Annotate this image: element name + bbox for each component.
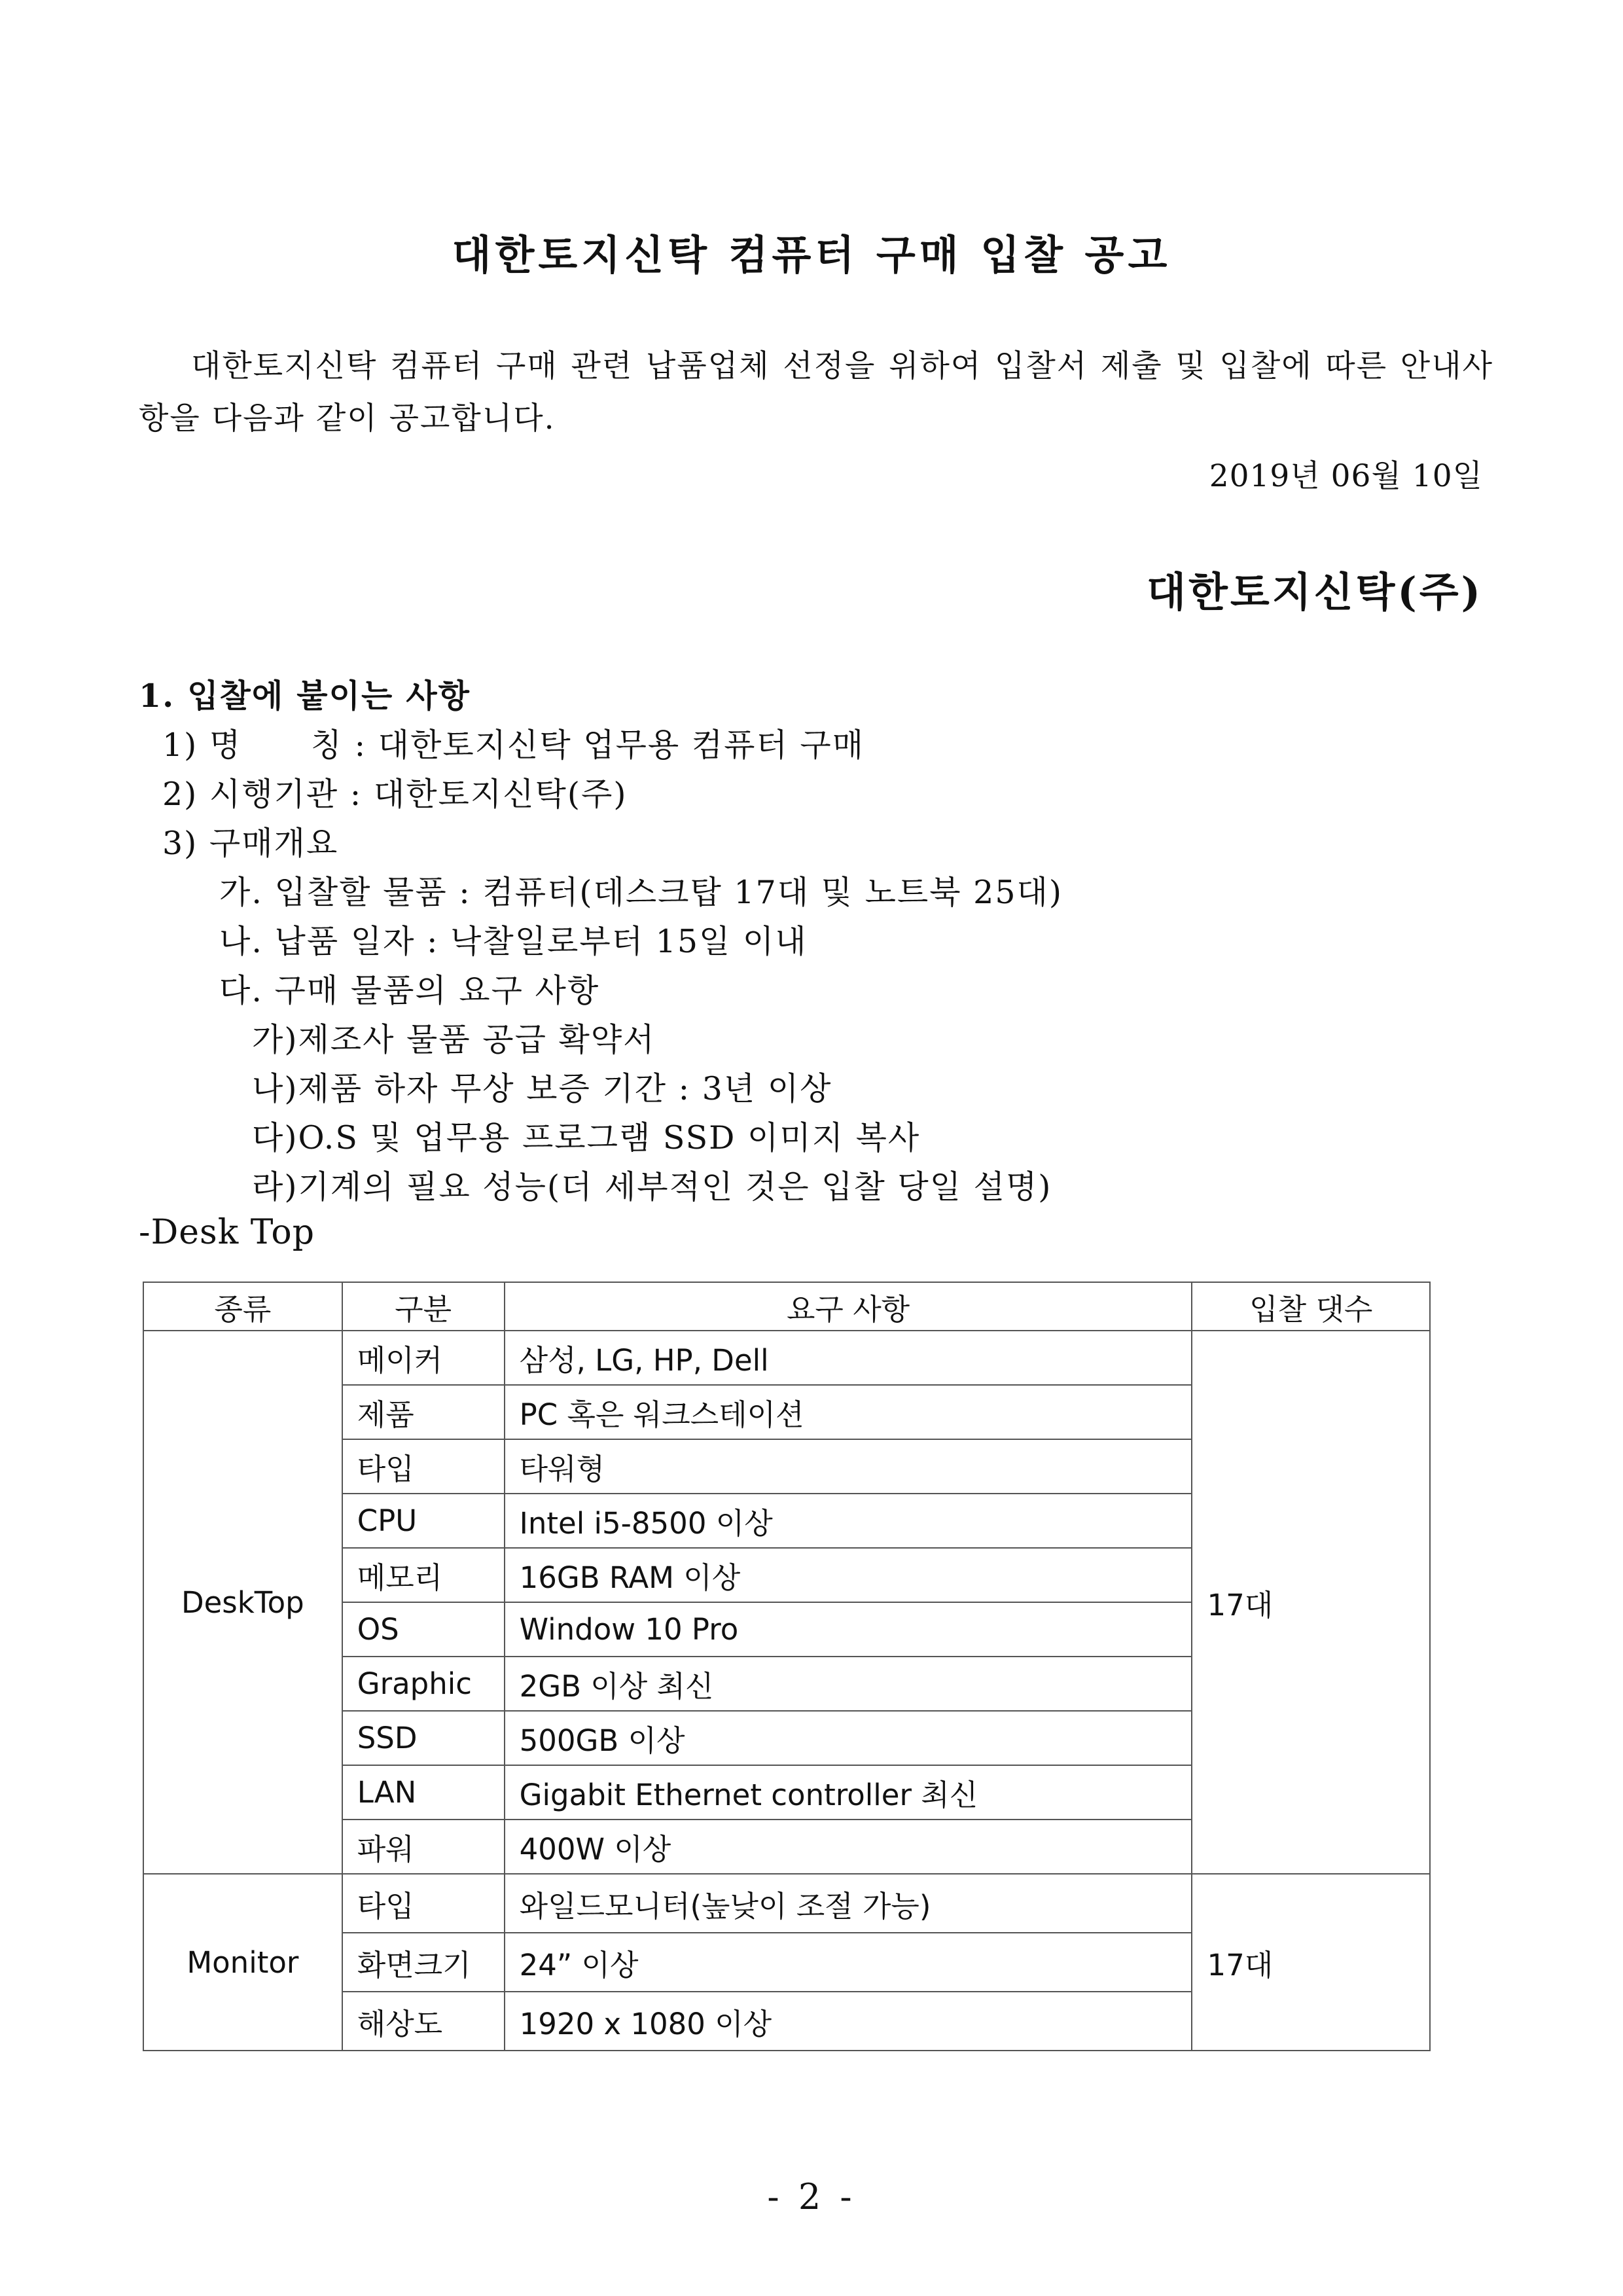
spec-value: Window 10 Pro [505,1602,1192,1657]
quantity-cell: 17대 [1192,1874,1430,2051]
spec-table [143,1282,1431,2051]
spec-value: 400W 이상 [505,1820,1192,1874]
spec-label: OS [342,1602,505,1657]
header-requirement: 요구 사항 [505,1282,1192,1331]
spec-label: 해상도 [342,1992,505,2051]
spec-value: 삼성, LG, HP, Dell [505,1331,1192,1385]
spec-value: Gigabit Ethernet controller 최신 [505,1765,1192,1820]
spec-label: CPU [342,1494,505,1548]
desktop-heading: -Desk Top [139,1213,315,1252]
item-overview: 3) 구매개요 [162,825,339,862]
table-row [143,1331,1430,1385]
spec-value: Intel i5-8500 이상 [505,1494,1192,1548]
table-row [143,1874,1430,1933]
spec-label: 메이커 [342,1331,505,1385]
overview-requirements: 다. 구매 물품의 요구 사항 [219,972,600,1009]
overview-goods: 가. 입찰할 물품 : 컴퓨터(데스크탑 17대 및 노트북 25대) [219,874,1063,911]
spec-label: 파워 [342,1820,505,1874]
overview-delivery: 나. 납품 일자 : 낙찰일로부터 15일 이내 [219,923,808,960]
requirement-item: 라)기계의 필요 성능(더 세부적인 것은 입찰 당일 설명) [252,1168,1052,1206]
spec-label: 타입 [342,1874,505,1933]
header-type: 종류 [143,1282,342,1331]
requirement-item: 다)O.S 및 업무용 프로그램 SSD 이미지 복사 [252,1119,921,1157]
item-agency: 2) 시행기관 : 대한토지신탁(주) [162,776,628,813]
page-number: - 2 - [767,2176,856,2217]
table-header-row [143,1282,1430,1331]
spec-label: 화면크기 [342,1933,505,1992]
intro-paragraph: 대한토지신탁 컴퓨터 구매 관련 납품업체 선정을 위하여 입찰서 제출 및 입찰에 따른 안내사항을 다음과 같이 공고합니다. [139,348,1493,437]
spec-label: 타입 [342,1439,505,1494]
spec-label: SSD [342,1711,505,1765]
spec-label: Graphic [342,1657,505,1711]
section-heading: 1. 입찰에 붙이는 사항 [139,677,471,715]
spec-value: 16GB RAM 이상 [505,1548,1192,1602]
spec-label: 메모리 [342,1548,505,1602]
announcement-date: 2019년 06월 10일 [1209,458,1483,494]
spec-value: 와일드모니터(높낮이 조절 가능) [505,1874,1192,1933]
requirement-item: 가)제조사 물품 공급 확약서 [252,1021,656,1058]
header-division: 구분 [342,1282,505,1331]
header-quantity: 입찰 댓수 [1192,1282,1430,1331]
spec-value: 2GB 이상 최신 [505,1657,1192,1711]
spec-value: PC 혹은 워크스테이션 [505,1385,1192,1439]
requirement-item: 나)제품 하자 무상 보증 기간 : 3년 이상 [252,1070,832,1107]
category-cell: Monitor [143,1874,342,2051]
category-cell: DeskTop [143,1331,342,1874]
spec-value: 500GB 이상 [505,1711,1192,1765]
spec-value: 24” 이상 [505,1933,1192,1992]
spec-value: 1920 x 1080 이상 [505,1992,1192,2051]
company-name: 대한토지신탁(주) [1147,568,1483,616]
spec-label: 제품 [342,1385,505,1439]
spec-value: 타워형 [505,1439,1192,1494]
quantity-cell: 17대 [1192,1331,1430,1874]
item-name: 1) 명 칭 : 대한토지신탁 업무용 컴퓨터 구매 [162,726,865,764]
spec-label: LAN [342,1765,505,1820]
page-title: 대한토지신탁 컴퓨터 구매 입찰 공고 [452,231,1171,279]
